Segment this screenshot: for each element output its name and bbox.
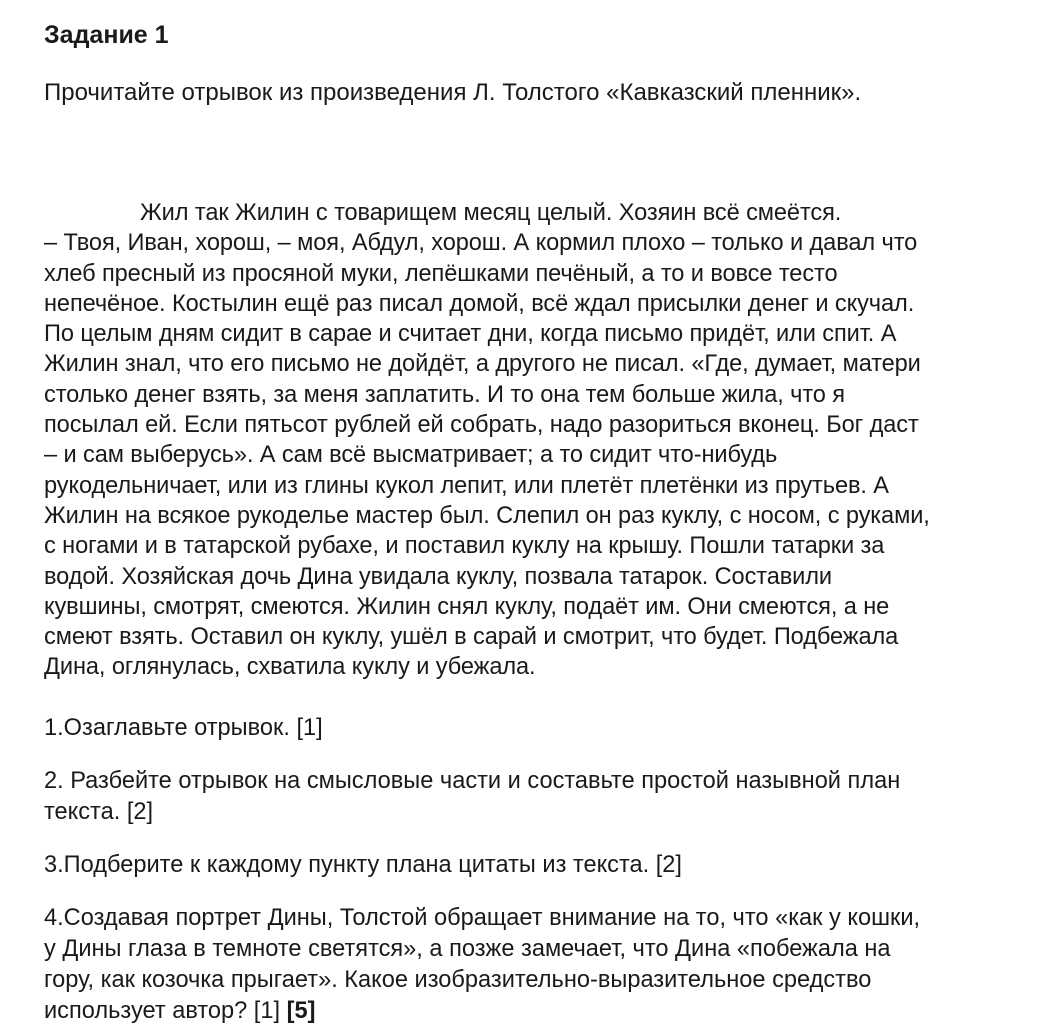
excerpt-line: – Твоя, Иван, хорош, – моя, Абдул, хорош. А кормил плохо – только и давал что [44,230,918,257]
excerpt-line: Дина, оглянулась, схватила куклу и убежала. [44,654,536,681]
excerpt-line: непечёное. Костылин ещё раз писал домой, всё ждал присылки денег и скучал. [44,290,915,317]
question-line: 1.Озаглавьте отрывок. [1] [44,714,323,741]
question-line: 2. Разбейте отрывок на смысловые части и составьте простой назывной план [44,767,901,794]
excerpt-line: – и сам выберусь». А сам всё высматривает; а то сидит что-нибудь [44,442,778,469]
excerpt-line: кувшины, смотрят, смеются. Жилин снял куклу, подаёт им. Они смеются, а не [44,593,890,620]
question-line: гору, как козочка прыгает». Какое изобразительно-выразительное средство [44,966,872,993]
question-3 [44,850,1034,881]
excerpt-line: смеют взять. Оставил он куклу, ушёл в сарай и смотрит, что будет. Подбежала [44,624,899,651]
question-2 [44,766,1034,828]
question-line [44,996,1034,1027]
excerpt-line: столько денег взять, за меня заплатить. И то она тем больше жила, что я [44,381,845,408]
excerpt-line: водой. Хозяйская дочь Дина увидала куклу, позвала татарок. Составили [44,563,832,590]
question-4 [44,903,1034,1027]
excerpt-line: с ногами и в татарской рубахе, и поставил куклу на крышу. Пошли татарки за [44,533,885,560]
question-line: текста. [2] [44,798,154,825]
excerpt-line: хлеб пресный из просяной муки, лепёшками печёный, а то и вовсе тесто [44,260,838,287]
story-excerpt [44,198,1034,683]
excerpt-line: Жилин на всякое рукоделье мастер был. Слепил он раз куклу, с носом, с руками, [44,502,930,529]
excerpt-line: Жилин знал, что его письмо не дойдёт, а другого не писал. «Где, думает, матери [44,351,921,378]
question-line-text: использует автор? [1] [44,997,287,1024]
intro-instruction: Прочитайте отрывок из произведения Л. Толстого «Кавказский пленник». [44,79,862,106]
question-line: 4.Создавая портрет Дины, Толстой обращает внимание на то, что «как у кошки, [44,904,921,931]
task-sheet [44,18,1034,1027]
question-1 [44,713,1034,744]
excerpt-line: По целым дням сидит в сарае и считает дни, когда письмо придёт, или спит. А [44,321,897,348]
excerpt-line: рукодельничает, или из глины кукол лепит, или плетёт плетёнки из прутьев. А [44,472,889,499]
excerpt-line: посылал ей. Если пятьсот рублей ей собрать, надо разориться вконец. Бог даст [44,412,919,439]
excerpt-line: Жил так Жилин с товарищем месяц целый. Хозяин всё смеётся. [140,200,842,226]
total-score: [5] [286,997,316,1024]
question-line: 3.Подберите к каждому пункту плана цитаты из текста. [2] [44,851,682,878]
task-heading: Задание 1 [44,21,169,49]
question-line: у Дины глаза в темноте светятся», а позже замечает, что Дина «побежала на [44,935,891,962]
